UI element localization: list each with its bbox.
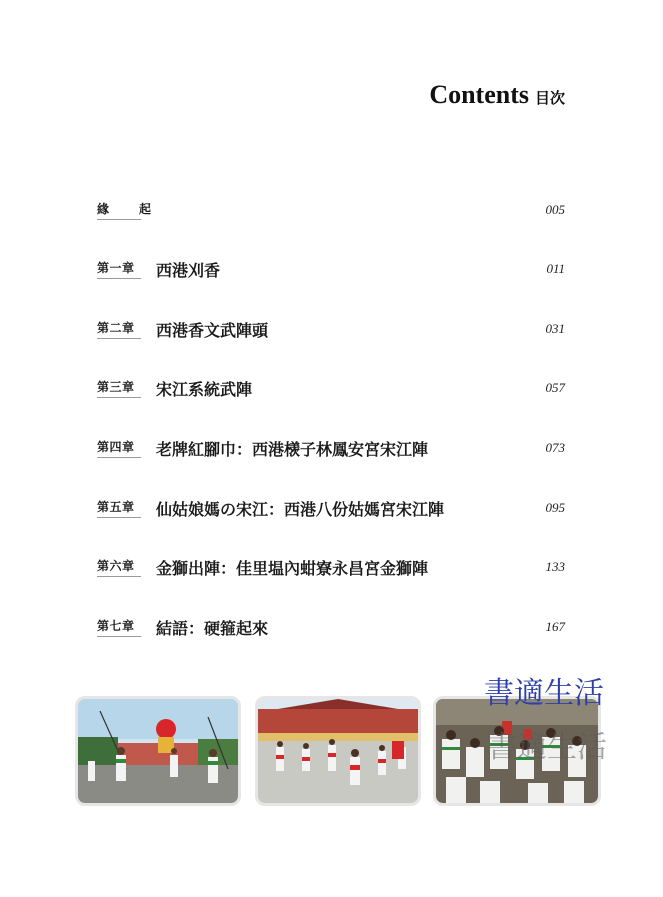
toc-chapter-label: 第三章: [97, 378, 141, 398]
toc-row-chapter-7[interactable]: [97, 615, 565, 639]
toc-row-preface[interactable]: [97, 198, 565, 222]
toc-chapter-label: 第六章: [97, 557, 141, 577]
watermark-logo: 書適生活: [484, 676, 604, 711]
toc-chapter-label: 第七章: [97, 617, 141, 637]
contents-title-en: Contents: [429, 80, 529, 109]
toc-chapter-title: 宋江系統武陣: [156, 379, 253, 399]
toc-chapter-title: 老牌紅腳巾：西港檨子林鳳安宮宋江陣: [156, 439, 429, 459]
toc-row-chapter-2[interactable]: [97, 317, 565, 341]
toc-chapter-label: 第四章: [97, 438, 141, 458]
contents-title-zh: 目次: [534, 89, 565, 107]
temple-courtyard-photo: [255, 696, 421, 806]
toc-chapter-title: 西港香文武陣頭: [156, 320, 269, 340]
contents-header: [429, 80, 565, 110]
toc-page-number: 167: [545, 619, 565, 634]
toc-row-chapter-6[interactable]: [97, 555, 565, 579]
toc-chapter-title: 結語：硬箍起來: [156, 618, 269, 638]
toc-chapter-label: 第一章: [97, 259, 141, 279]
toc-row-chapter-4[interactable]: [97, 436, 565, 460]
toc-chapter-label: 第二章: [97, 319, 141, 339]
toc-page-number: 005: [545, 202, 565, 217]
toc-row-chapter-5[interactable]: [97, 496, 565, 520]
toc-chapter-title: 仙姑娘媽の宋江：西港八份姑媽宮宋江陣: [156, 499, 445, 519]
toc-page-number: 073: [545, 440, 565, 455]
toc-page-number: 095: [545, 500, 565, 515]
toc-page-number: 057: [545, 380, 565, 395]
toc-row-chapter-1[interactable]: [97, 257, 565, 281]
toc-chapter-label: 緣 起: [97, 200, 141, 220]
toc-page-number: 011: [546, 261, 565, 276]
toc-row-chapter-3[interactable]: [97, 376, 565, 400]
toc-chapter-title: 西港刈香: [156, 260, 221, 280]
toc-page-number: 133: [545, 559, 565, 574]
toc-chapter-title: 金獅出陣：佳里塭內蚶寮永昌宮金獅陣: [156, 558, 429, 578]
watermark-logo-shadow: 書適生活: [487, 730, 607, 765]
toc-chapter-label: 第五章: [97, 498, 141, 518]
toc-page-number: 031: [545, 321, 565, 336]
lion-dance-photo: [75, 696, 241, 806]
